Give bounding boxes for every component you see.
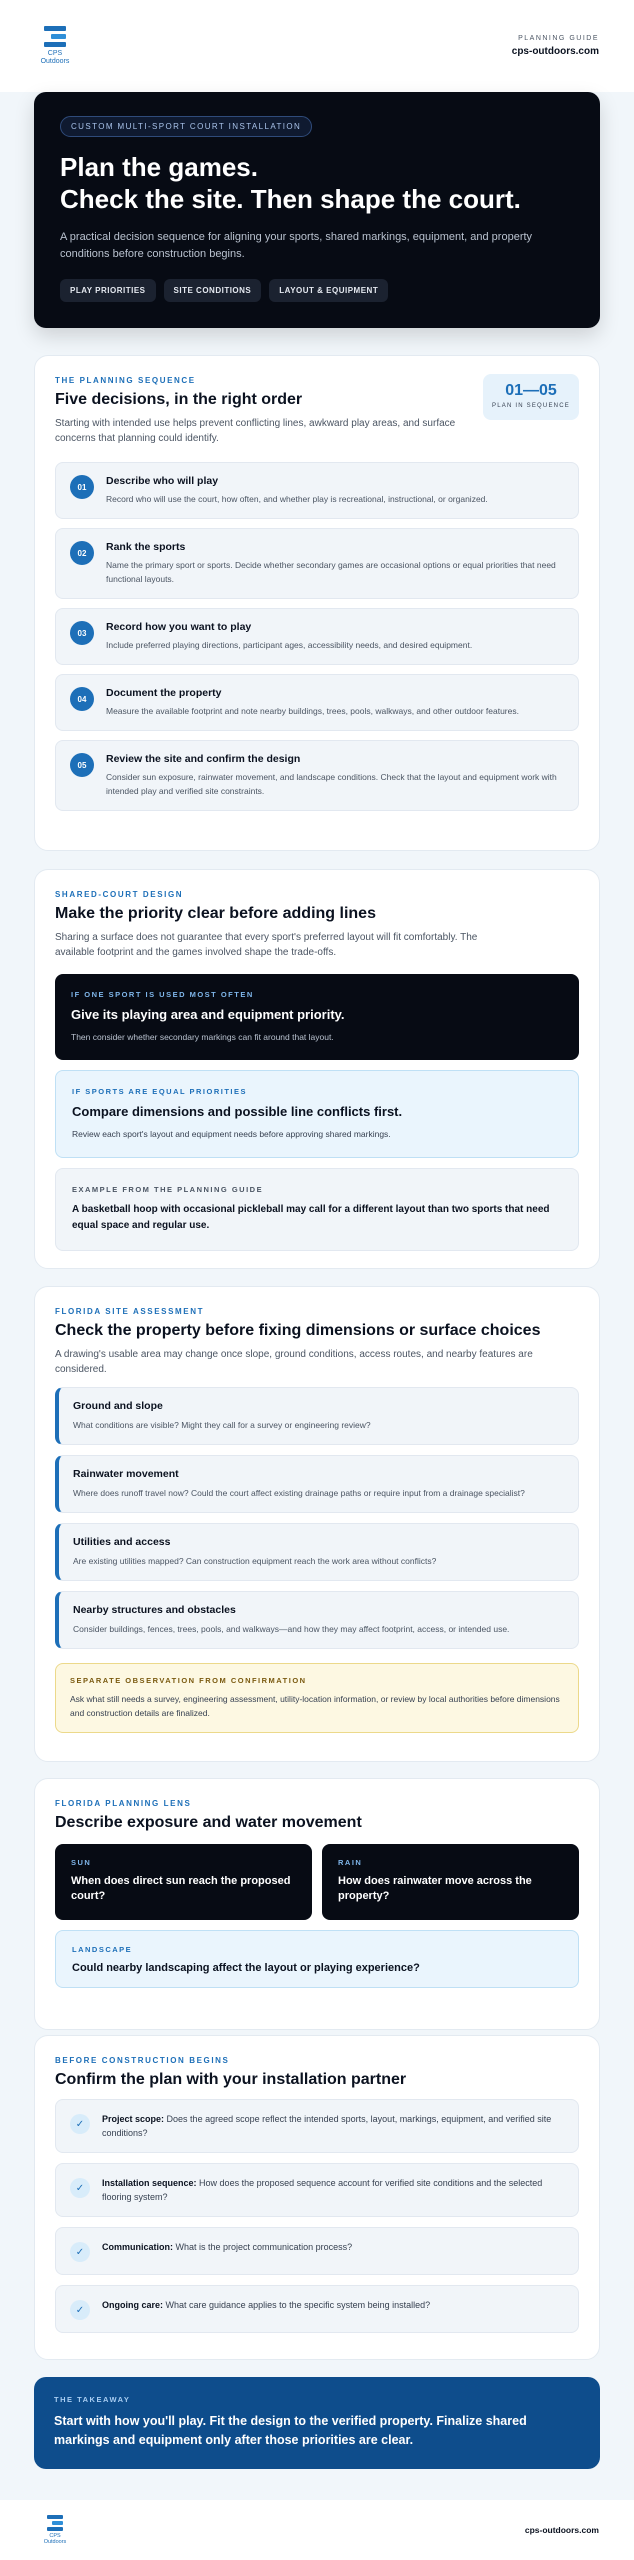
lens-tile-landscape: [55, 1930, 579, 1988]
header-url-link[interactable]: cps-outdoors.com: [511, 46, 599, 57]
confirm-item: [55, 2163, 579, 2217]
hero-banner: [34, 92, 600, 328]
box-eyebrow: IF ONE SPORT IS USED MOST OFTEN: [71, 990, 254, 999]
site-footer: [0, 2500, 634, 2560]
confirm-text: [102, 2176, 564, 2204]
box-eyebrow: IF SPORTS ARE EQUAL PRIORITIES: [72, 1087, 248, 1096]
lens-tile-sun: [55, 1844, 312, 1920]
lens-eyebrow: RAIN: [338, 1858, 363, 1867]
assessment-title: Utilities and access: [73, 1536, 171, 1548]
check-icon: ✓: [70, 2114, 90, 2134]
step-text: Record who will use the court, how often, and whether play is recreational, instructional, or organized.: [106, 494, 488, 504]
priority-box-dark: [55, 974, 579, 1060]
step-text: Measure the available footprint and note nearby buildings, trees, pools, walkways, and other outdoor features.: [106, 706, 519, 716]
assessment-title: Ground and slope: [73, 1400, 163, 1412]
confirm-text: [102, 2298, 430, 2312]
step-text: Name the primary sport or sports. Decide whether secondary games are occasional options or equal priorities that need functional layouts.: [106, 560, 556, 584]
lens-grid: [55, 1844, 579, 1920]
confirm-item: [55, 2227, 579, 2275]
assessment-text: Consider buildings, fences, trees, pools, and walkways—and how they may affect footprint, access, or intended use.: [73, 1624, 510, 1634]
assessment-title: Rainwater movement: [73, 1468, 179, 1480]
planning-lens-card: [34, 1778, 600, 2030]
confirm-question: What care guidance applies to the specific system being installed?: [165, 2300, 431, 2310]
assessment-text: Are existing utilities mapped? Can construction equipment reach the work area without conflicts?: [73, 1556, 437, 1566]
takeaway-text: Start with how you'll play. Fit the design to the verified property. Finalize shared markings and equipment only after those priorities are clear.: [54, 2414, 527, 2447]
assessment-title: Nearby structures and obstacles: [73, 1604, 236, 1616]
observation-note: [55, 1663, 579, 1733]
logo-text-line1: CPS: [47, 50, 63, 57]
confirm-question: How does the proposed sequence account for verified site conditions and the selected flooring system?: [102, 2178, 543, 2202]
logo-mark-icon: [47, 2515, 63, 2531]
check-icon: ✓: [70, 2178, 90, 2198]
step-title: Rank the sports: [106, 541, 186, 553]
hero-title-line2: Check the site. Then shape the court.: [60, 184, 521, 214]
lens-eyebrow: LANDSCAPE: [72, 1945, 133, 1954]
section-eyebrow: FLORIDA PLANNING LENS: [55, 1799, 192, 1808]
confirm-label: Project scope:: [102, 2114, 165, 2124]
chip-site-conditions[interactable]: SITE CONDITIONS: [164, 279, 262, 302]
confirm-item: [55, 2099, 579, 2153]
hero-chips: [60, 279, 574, 302]
priority-box-light: [55, 1070, 579, 1158]
footer-logo-text-line1: CPS: [49, 2533, 61, 2539]
step-title: Describe who will play: [106, 475, 219, 487]
logo-mark-icon: [44, 26, 66, 48]
section-intro: A drawing's usable area may change once slope, ground conditions, access routes, and nearby features are considered.: [55, 1349, 533, 1375]
lens-eyebrow: SUN: [71, 1858, 92, 1867]
step-list: [55, 462, 579, 811]
assessment-item: [55, 1455, 579, 1513]
step-text: Include preferred playing directions, participant ages, accessibility needs, and desired equipment.: [106, 640, 473, 650]
confirm-text: [102, 2240, 352, 2254]
step-text: Consider sun exposure, rainwater movement, and landscape conditions. Check that the layout and equipment work with intended play and verified site constraints.: [106, 772, 557, 796]
section-eyebrow: SHARED-COURT DESIGN: [55, 890, 184, 899]
step-title: Review the site and confirm the design: [106, 753, 301, 765]
note-text: Ask what still needs a survey, engineering assessment, utility-location information, or review by local authorities before dimensions and construction details are finalized.: [70, 1694, 560, 1718]
hero-title: [60, 151, 574, 215]
step-number: 05: [70, 753, 94, 777]
step-item: [55, 462, 579, 519]
step-item: [55, 740, 579, 811]
confirm-label: Installation sequence:: [102, 2178, 197, 2188]
header-eyebrow: PLANNING GUIDE: [518, 35, 599, 42]
section-intro: Sharing a surface does not guarantee that every sport's preferred layout will fit comfortably. The available footprint and the games involved shape the trade-offs.: [55, 932, 478, 958]
step-item: [55, 528, 579, 599]
footer-logo[interactable]: [35, 2515, 75, 2545]
lens-text: Could nearby landscaping affect the layout or playing experience?: [72, 1962, 420, 1974]
box-title: Give its playing area and equipment priority.: [71, 1007, 345, 1022]
sequence-badge: [483, 374, 579, 420]
footer-logo-text-line2: Outdoors: [43, 2539, 67, 2545]
hero-title-line1: Plan the games.: [60, 152, 258, 182]
section-title: Five decisions, in the right order: [55, 391, 303, 408]
check-icon: ✓: [70, 2242, 90, 2262]
assessment-item: [55, 1523, 579, 1581]
confirm-item: [55, 2285, 579, 2333]
lens-tile-rain: [322, 1844, 579, 1920]
step-title: Record how you want to play: [106, 621, 252, 633]
takeaway-eyebrow: THE TAKEAWAY: [54, 2395, 131, 2404]
chip-layout-equipment[interactable]: LAYOUT & EQUIPMENT: [269, 279, 388, 302]
note-eyebrow: SEPARATE OBSERVATION FROM CONFIRMATION: [70, 1676, 307, 1685]
sequence-badge-label: PLAN IN SEQUENCE: [492, 403, 570, 409]
hero-subtitle: A practical decision sequence for aligning your sports, shared markings, equipment, and property conditions before construction begins.: [60, 231, 533, 260]
confirm-list: [55, 2099, 579, 2333]
assessment-text: Where does runoff travel now? Could the court affect existing drainage paths or require input from a drainage specialist?: [73, 1488, 525, 1498]
lens-text: How does rainwater move across the property?: [338, 1875, 532, 1902]
site-assessment-card: [34, 1286, 600, 1762]
step-number: 03: [70, 621, 94, 645]
check-icon: ✓: [70, 2300, 90, 2320]
section-eyebrow: BEFORE CONSTRUCTION BEGINS: [55, 2056, 230, 2065]
chip-play-priorities[interactable]: PLAY PRIORITIES: [60, 279, 156, 302]
step-title: Document the property: [106, 687, 222, 699]
step-item: [55, 608, 579, 665]
hero-pill: CUSTOM MULTI-SPORT COURT INSTALLATION: [60, 116, 312, 137]
step-number: 04: [70, 687, 94, 711]
logo-text-line2: Outdoors: [40, 58, 70, 65]
section-eyebrow: THE PLANNING SEQUENCE: [55, 376, 196, 385]
sequence-badge-range: 01—05: [505, 382, 557, 399]
example-box: [55, 1168, 579, 1251]
confirm-text: [102, 2112, 564, 2140]
box-eyebrow: EXAMPLE FROM THE PLANNING GUIDE: [72, 1185, 264, 1194]
example-text: A basketball hoop with occasional pickleball may call for a different layout than two sports that need equal space and regular use.: [72, 1204, 550, 1231]
brand-logo[interactable]: [35, 26, 75, 66]
header-meta: [512, 35, 599, 57]
section-title: Describe exposure and water movement: [55, 1814, 362, 1831]
confirm-label: Communication:: [102, 2242, 173, 2252]
section-intro: Starting with intended use helps prevent conflicting lines, awkward play areas, and surface concerns that planning could identify.: [55, 418, 456, 444]
section-title: Confirm the plan with your installation partner: [55, 2071, 407, 2088]
box-text: Then consider whether secondary markings can fit around that layout.: [71, 1032, 334, 1042]
lens-text: When does direct sun reach the proposed court?: [71, 1875, 291, 1902]
takeaway-banner: [34, 2377, 600, 2469]
confirm-question: What is the project communication process?: [175, 2242, 353, 2252]
step-number: 01: [70, 475, 94, 499]
site-header: [0, 0, 634, 92]
shared-court-card: [34, 869, 600, 1269]
assessment-list: [55, 1387, 579, 1649]
assessment-text: What conditions are visible? Might they call for a survey or engineering review?: [73, 1420, 371, 1430]
confirm-question: Does the agreed scope reflect the intended sports, layout, markings, equipment, and verified site conditions?: [102, 2114, 552, 2138]
assessment-item: [55, 1591, 579, 1649]
box-text: Review each sport's layout and equipment needs before approving shared markings.: [72, 1129, 391, 1139]
confirm-plan-card: [34, 2035, 600, 2360]
step-number: 02: [70, 541, 94, 565]
planning-sequence-card: [34, 355, 600, 851]
footer-url-link[interactable]: cps-outdoors.com: [524, 2525, 599, 2535]
section-title: Check the property before fixing dimensions or surface choices: [55, 1322, 541, 1339]
step-item: [55, 674, 579, 731]
box-title: Compare dimensions and possible line conflicts first.: [72, 1104, 403, 1119]
assessment-item: [55, 1387, 579, 1445]
section-eyebrow: FLORIDA SITE ASSESSMENT: [55, 1307, 205, 1316]
section-title: Make the priority clear before adding lines: [55, 905, 376, 922]
confirm-label: Ongoing care:: [102, 2300, 164, 2310]
